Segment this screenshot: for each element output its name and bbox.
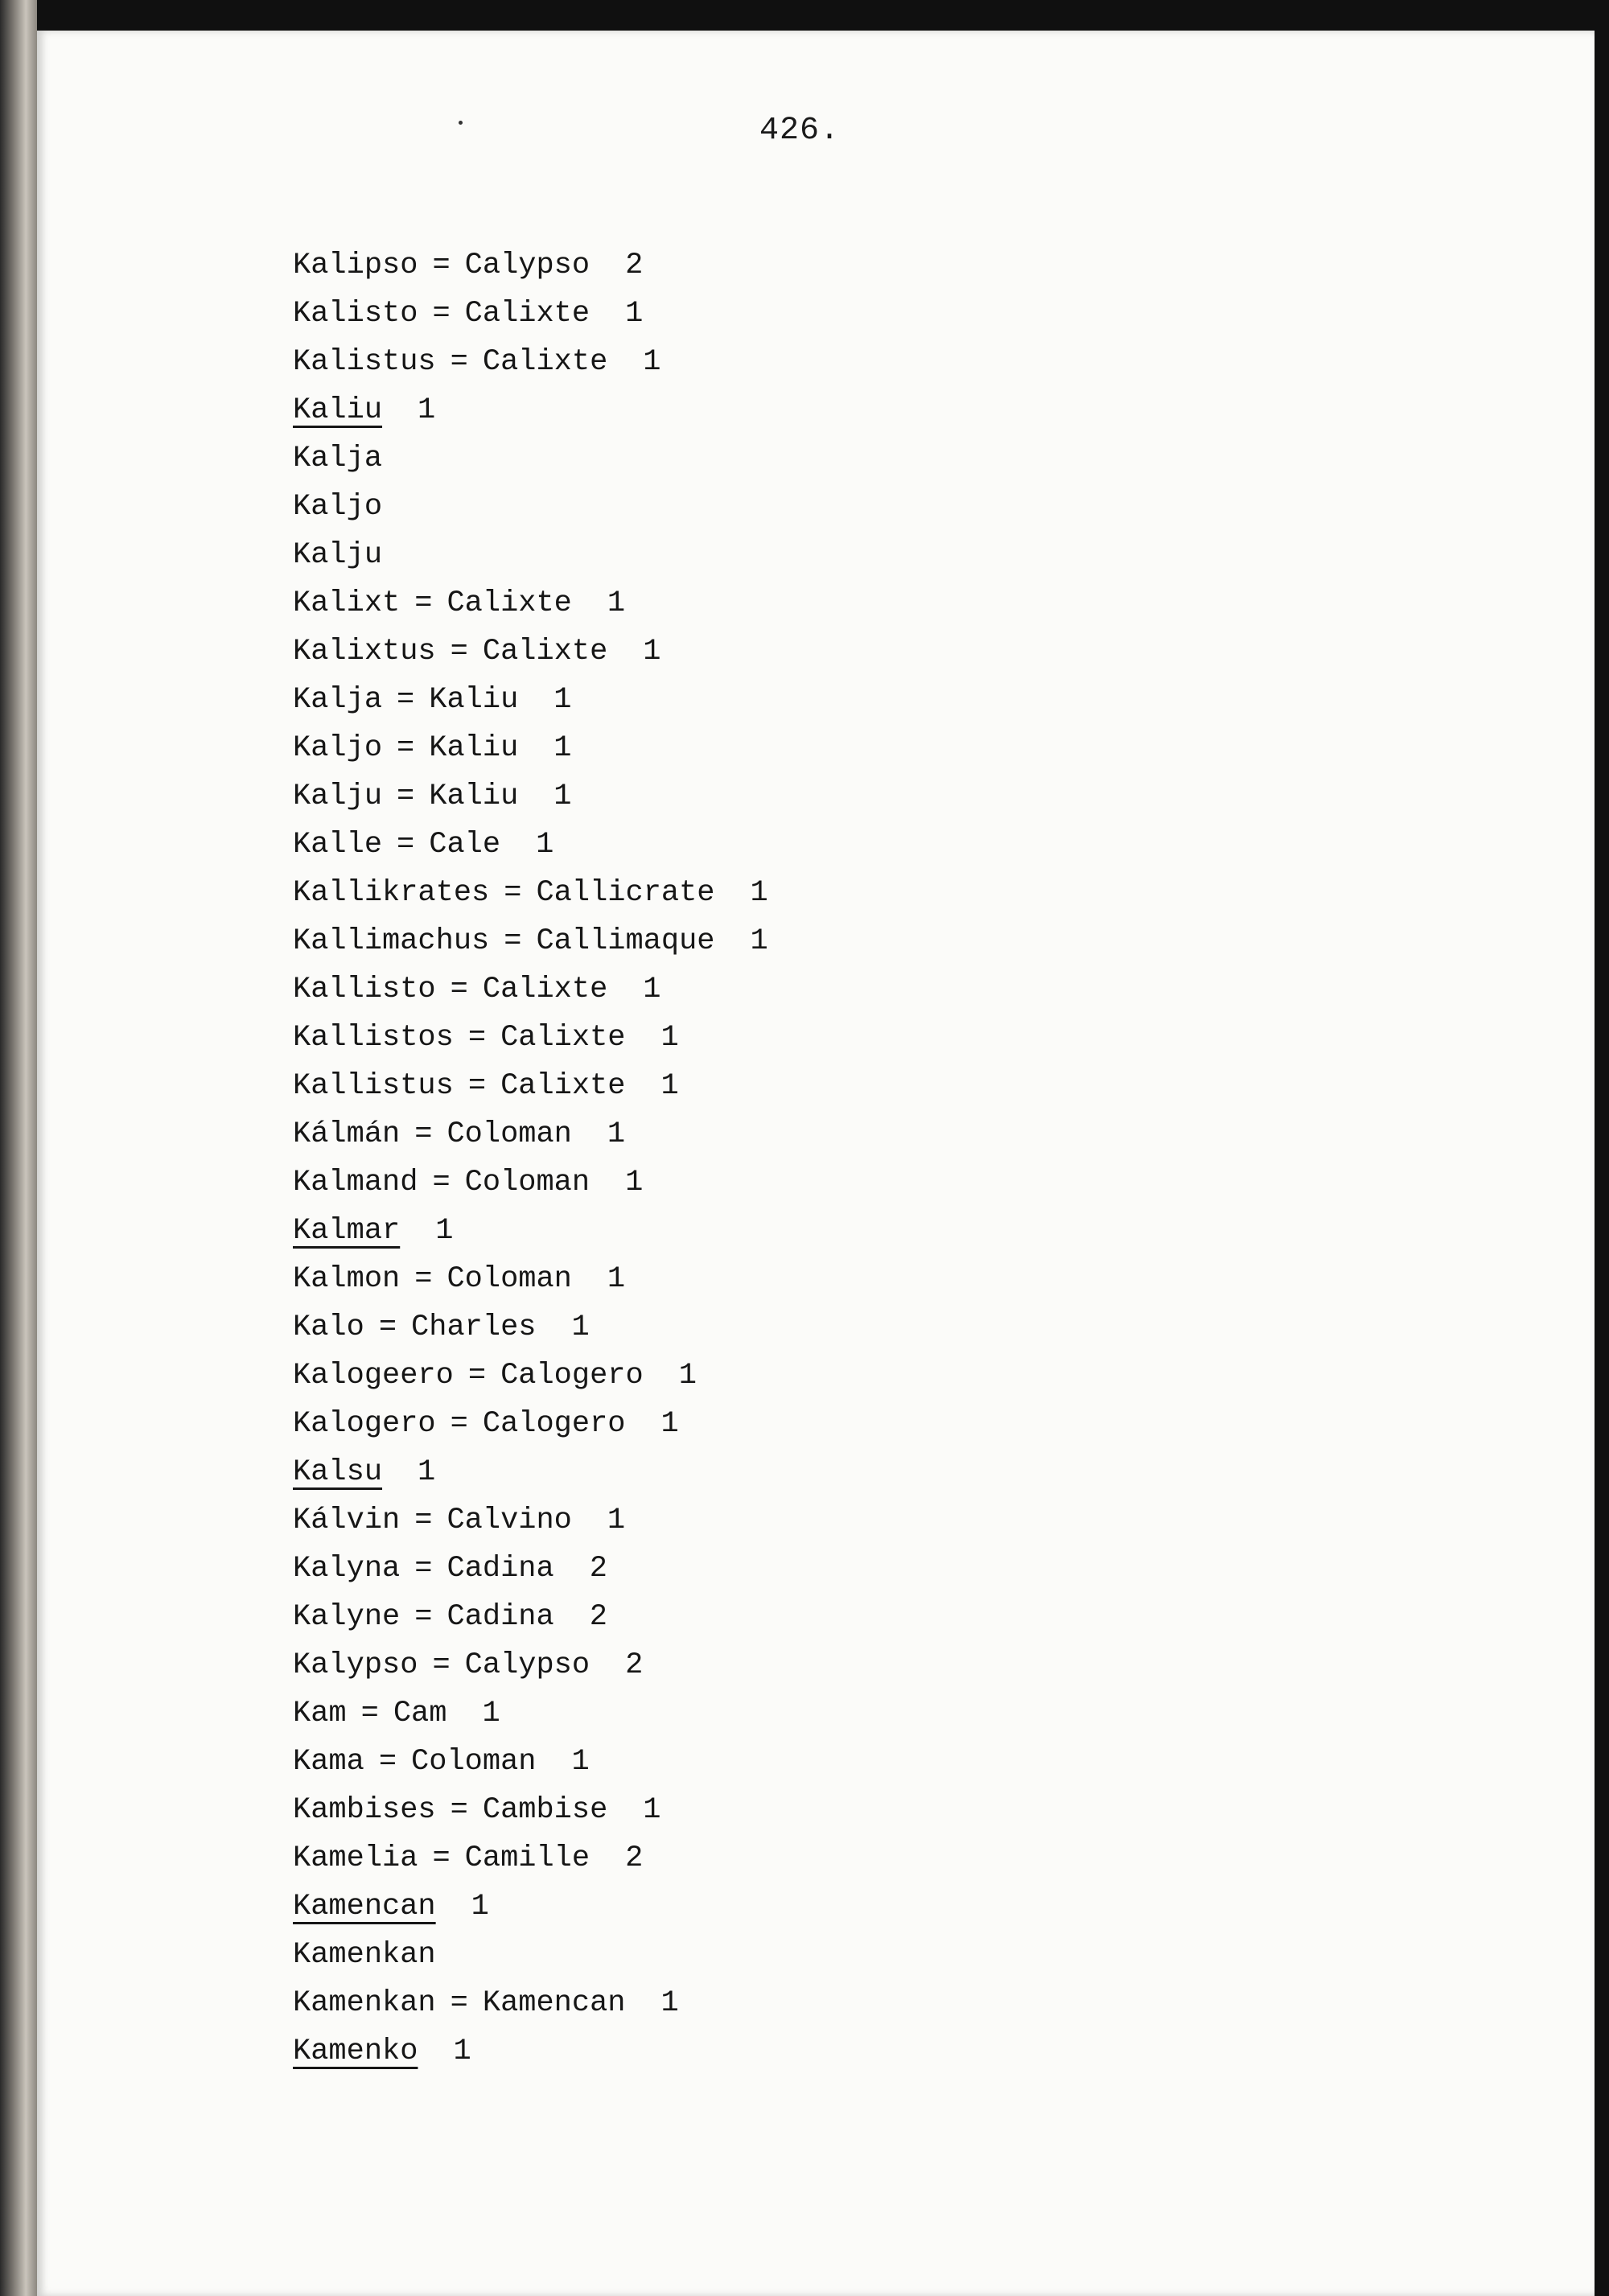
entry-headword: Kallimachus — [293, 924, 490, 958]
entry-count: 2 — [625, 1841, 644, 1875]
entry-row — [293, 1448, 768, 1496]
entry-row — [293, 1014, 768, 1062]
entry-equivalent: Calixte — [482, 635, 608, 669]
entry-row — [293, 627, 768, 676]
entry-row — [293, 531, 768, 579]
entry-equivalent: Calypso — [464, 249, 591, 282]
entry-headword: Kalipso — [293, 249, 418, 282]
entry-count: 1 — [607, 1117, 626, 1151]
entry-headword: Kallikrates — [293, 876, 490, 910]
entry-equivalent: Calogero — [482, 1407, 626, 1441]
entry-headword: Kamelia — [293, 1841, 418, 1875]
entry-headword: Kálvin — [293, 1504, 401, 1537]
entry-count: 1 — [607, 1504, 626, 1537]
entry-headword: Kalyne — [293, 1600, 401, 1634]
entry-row — [293, 1545, 768, 1593]
entry-row — [293, 338, 768, 386]
equals-sign: = — [450, 635, 468, 669]
equals-sign: = — [467, 1359, 487, 1393]
entry-row — [293, 241, 768, 290]
entry-count: 1 — [660, 1407, 679, 1441]
entry-row — [293, 434, 768, 483]
equals-sign: = — [414, 1600, 433, 1634]
entry-row — [293, 869, 768, 917]
entry-headword: Kalistus — [293, 345, 436, 379]
entry-row — [293, 483, 768, 531]
entry-equivalent: Coloman — [446, 1262, 572, 1296]
entry-headword: Kalju — [293, 780, 383, 813]
equals-sign: = — [414, 1552, 433, 1586]
entry-headword: Kalmar — [293, 1214, 401, 1248]
entry-count: 1 — [625, 297, 644, 331]
equals-sign: = — [467, 1021, 487, 1055]
entry-count: 1 — [625, 1166, 644, 1199]
entry-headword: Kaljo — [293, 731, 383, 765]
entry-count: 1 — [643, 345, 661, 379]
equals-sign: = — [450, 345, 468, 379]
entry-headword: Kalsu — [293, 1455, 383, 1489]
equals-sign: = — [450, 1407, 468, 1441]
entry-headword: Kalisto — [293, 297, 418, 331]
entry-equivalent: Callimaque — [536, 924, 715, 958]
equals-sign: = — [414, 1504, 433, 1537]
entry-headword: Kama — [293, 1745, 364, 1779]
entry-count: 2 — [625, 1648, 644, 1682]
entry-equivalent: Calogero — [500, 1359, 644, 1393]
entry-headword: Kalixtus — [293, 635, 436, 669]
entry-count: 1 — [643, 1793, 661, 1827]
entry-row — [293, 1255, 768, 1303]
entry-equivalent: Calixte — [482, 345, 608, 379]
entry-row — [293, 1689, 768, 1738]
entry-headword: Kalypso — [293, 1648, 418, 1682]
equals-sign: = — [432, 1648, 451, 1682]
entry-row — [293, 772, 768, 821]
entry-count: 1 — [678, 1359, 697, 1393]
entry-equivalent: Cambise — [482, 1793, 608, 1827]
book-spine — [0, 0, 37, 2296]
entry-row — [293, 1110, 768, 1158]
entry-equivalent: Calixte — [500, 1069, 626, 1103]
entry-headword: Kalixt — [293, 586, 401, 620]
entry-row — [293, 1593, 768, 1641]
entry-count: 1 — [750, 876, 768, 910]
entry-row — [293, 1882, 768, 1931]
entry-count: 1 — [553, 780, 572, 813]
entry-row — [293, 821, 768, 869]
entry-count: 1 — [453, 2035, 471, 2068]
equals-sign: = — [378, 1311, 397, 1344]
entry-count: 2 — [589, 1600, 607, 1634]
entry-row — [293, 1158, 768, 1207]
entry-equivalent: Kamencan — [482, 1986, 626, 2020]
entry-count: 1 — [418, 1455, 436, 1489]
entry-headword: Kalyna — [293, 1552, 401, 1586]
equals-sign: = — [432, 297, 451, 331]
entry-count: 1 — [482, 1697, 500, 1730]
entry-equivalent: Coloman — [411, 1745, 537, 1779]
equals-sign: = — [397, 683, 415, 717]
entry-equivalent: Calvino — [446, 1504, 572, 1537]
entry-row — [293, 1979, 768, 2027]
entry-count: 1 — [607, 586, 626, 620]
entry-count: 1 — [607, 1262, 626, 1296]
equals-sign: = — [414, 1262, 433, 1296]
entry-count: 1 — [660, 1021, 679, 1055]
entry-count: 1 — [553, 683, 572, 717]
entry-row — [293, 1303, 768, 1352]
entry-equivalent: Callicrate — [536, 876, 715, 910]
entry-equivalent: Calixte — [500, 1021, 626, 1055]
entry-equivalent: Coloman — [464, 1166, 591, 1199]
entry-row — [293, 290, 768, 338]
entry-equivalent: Charles — [411, 1311, 537, 1344]
entry-count: 1 — [571, 1311, 590, 1344]
entry-count: 1 — [471, 1890, 489, 1924]
entry-count: 1 — [536, 828, 554, 862]
entry-row — [293, 1400, 768, 1448]
entry-equivalent: Calixte — [446, 586, 572, 620]
entry-headword: Kalju — [293, 538, 383, 572]
entry-equivalent: Coloman — [446, 1117, 572, 1151]
entry-equivalent: Cadina — [446, 1552, 554, 1586]
equals-sign: = — [450, 1793, 468, 1827]
equals-sign: = — [432, 1166, 451, 1199]
entry-equivalent: Cam — [393, 1697, 447, 1730]
entry-row — [293, 1786, 768, 1834]
entry-headword: Kallisto — [293, 973, 436, 1006]
equals-sign: = — [397, 828, 415, 862]
entry-equivalent: Camille — [464, 1841, 591, 1875]
equals-sign: = — [397, 780, 415, 813]
entry-count: 1 — [553, 731, 572, 765]
entry-count: 1 — [660, 1986, 679, 2020]
equals-sign: = — [504, 924, 522, 958]
entry-headword: Kamenko — [293, 2035, 418, 2068]
entry-row — [293, 917, 768, 965]
equals-sign: = — [414, 1117, 433, 1151]
ink-dot — [459, 121, 463, 125]
equals-sign: = — [378, 1745, 397, 1779]
equals-sign: = — [467, 1069, 487, 1103]
entry-equivalent: Calixte — [482, 973, 608, 1006]
entry-headword: Kamenkan — [293, 1986, 436, 2020]
entry-row — [293, 1931, 768, 1979]
entry-row — [293, 676, 768, 724]
entry-equivalent: Calixte — [464, 297, 591, 331]
entry-row — [293, 579, 768, 627]
entry-count: 1 — [418, 393, 436, 427]
entry-row — [293, 1834, 768, 1882]
equals-sign: = — [450, 973, 468, 1006]
entry-headword: Kambises — [293, 1793, 436, 1827]
entry-headword: Kalogeero — [293, 1359, 454, 1393]
entry-row — [293, 965, 768, 1014]
entry-count: 2 — [589, 1552, 607, 1586]
entry-headword: Kamenkan — [293, 1938, 436, 1972]
equals-sign: = — [504, 876, 522, 910]
entry-row — [293, 1207, 768, 1255]
entry-headword: Kálmán — [293, 1117, 401, 1151]
entry-headword: Kalo — [293, 1311, 364, 1344]
entry-headword: Kaljo — [293, 490, 383, 524]
entry-row — [293, 1738, 768, 1786]
entry-equivalent: Kaliu — [429, 780, 519, 813]
entry-count: 1 — [750, 924, 768, 958]
equals-sign: = — [397, 731, 415, 765]
document-page — [37, 31, 1595, 2296]
entry-headword: Kalmand — [293, 1166, 418, 1199]
page-number: 426. — [759, 113, 841, 149]
entry-equivalent: Kaliu — [429, 683, 519, 717]
entry-headword: Kalmon — [293, 1262, 401, 1296]
entry-equivalent: Kaliu — [429, 731, 519, 765]
entry-equivalent: Calypso — [464, 1648, 591, 1682]
entry-row — [293, 1352, 768, 1400]
entry-row — [293, 1062, 768, 1110]
entry-row — [293, 724, 768, 772]
equals-sign: = — [432, 249, 451, 282]
entry-headword: Kalja — [293, 683, 383, 717]
entry-equivalent: Cadina — [446, 1600, 554, 1634]
equals-sign: = — [360, 1697, 379, 1730]
entry-headword: Kaliu — [293, 393, 383, 427]
entry-headword: Kam — [293, 1697, 347, 1730]
equals-sign: = — [450, 1986, 468, 2020]
entry-count: 1 — [643, 973, 661, 1006]
entry-headword: Kalja — [293, 442, 383, 475]
entry-headword: Kalle — [293, 828, 383, 862]
entry-list — [293, 241, 768, 2076]
entry-count: 1 — [435, 1214, 454, 1248]
entry-row — [293, 2027, 768, 2076]
entry-headword: Kamencan — [293, 1890, 436, 1924]
entry-row — [293, 1641, 768, 1689]
entry-row — [293, 386, 768, 434]
entry-equivalent: Cale — [429, 828, 501, 862]
entry-headword: Kalogero — [293, 1407, 436, 1441]
entry-headword: Kallistos — [293, 1021, 454, 1055]
entry-count: 1 — [571, 1745, 590, 1779]
entry-count: 1 — [643, 635, 661, 669]
equals-sign: = — [414, 586, 433, 620]
entry-count: 1 — [660, 1069, 679, 1103]
equals-sign: = — [432, 1841, 451, 1875]
entry-row — [293, 1496, 768, 1545]
entry-headword: Kallistus — [293, 1069, 454, 1103]
entry-count: 2 — [625, 249, 644, 282]
